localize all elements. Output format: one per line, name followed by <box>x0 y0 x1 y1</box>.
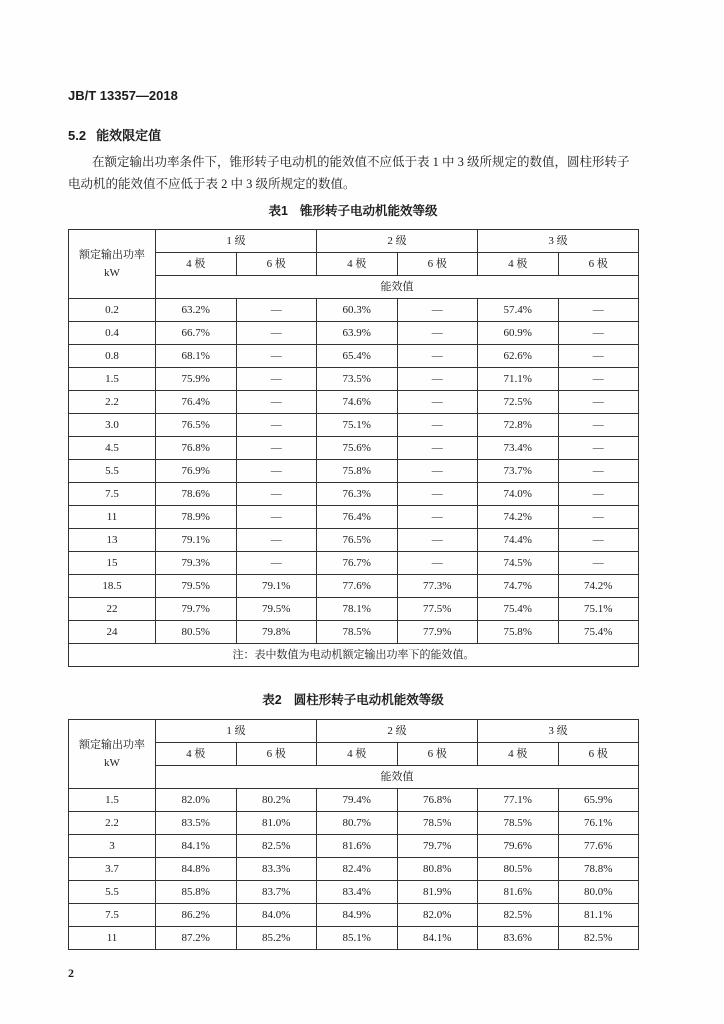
efficiency-cell: 77.6% <box>558 835 639 858</box>
pole-header: 4 极 <box>156 253 237 276</box>
efficiency-cell: 76.4% <box>156 391 237 414</box>
power-cell: 2.2 <box>69 391 156 414</box>
value-header: 能效值 <box>156 766 639 789</box>
efficiency-cell: 74.6% <box>317 391 398 414</box>
efficiency-cell: 79.5% <box>236 598 317 621</box>
efficiency-cell: 74.0% <box>478 483 559 506</box>
efficiency-cell: 80.8% <box>397 858 478 881</box>
grade-3-header: 3 级 <box>478 720 639 743</box>
efficiency-cell: 83.4% <box>317 881 398 904</box>
table-footer <box>69 644 639 667</box>
pole-header: 4 极 <box>478 253 559 276</box>
power-header-cell <box>69 720 156 789</box>
table-row <box>69 789 639 812</box>
efficiency-cell: 79.1% <box>236 575 317 598</box>
efficiency-cell: — <box>397 322 478 345</box>
efficiency-cell: — <box>236 391 317 414</box>
efficiency-cell: — <box>558 483 639 506</box>
table-row <box>69 299 639 322</box>
table-body <box>69 789 639 950</box>
efficiency-cell: 76.1% <box>558 812 639 835</box>
efficiency-cell: 78.6% <box>156 483 237 506</box>
efficiency-cell: 73.5% <box>317 368 398 391</box>
efficiency-cell: 81.6% <box>478 881 559 904</box>
power-cell: 0.8 <box>69 345 156 368</box>
efficiency-cell: 79.7% <box>397 835 478 858</box>
efficiency-cell: — <box>558 552 639 575</box>
efficiency-cell: 87.2% <box>156 927 237 950</box>
power-cell: 11 <box>69 506 156 529</box>
efficiency-cell: 72.5% <box>478 391 559 414</box>
table-row <box>69 483 639 506</box>
page-number: 2 <box>68 966 74 980</box>
efficiency-cell: 80.0% <box>558 881 639 904</box>
efficiency-cell: 81.1% <box>558 904 639 927</box>
grade-3-header: 3 级 <box>478 230 639 253</box>
table-row <box>69 345 639 368</box>
efficiency-cell: 85.8% <box>156 881 237 904</box>
efficiency-cell: — <box>558 506 639 529</box>
efficiency-cell: 86.2% <box>156 904 237 927</box>
section-title: 能效限定值 <box>96 128 162 143</box>
table-1-number: 表1 <box>268 204 288 218</box>
power-header-unit: kW <box>104 757 120 769</box>
table-note: 注：表中数值为电动机额定输出功率下的能效值。 <box>69 644 639 667</box>
efficiency-cell: 80.2% <box>236 789 317 812</box>
power-cell: 1.5 <box>69 789 156 812</box>
pole-header: 6 极 <box>236 253 317 276</box>
efficiency-cell: — <box>558 437 639 460</box>
efficiency-cell: — <box>236 322 317 345</box>
table-2-title: 圆柱形转子电动机能效等级 <box>293 693 444 707</box>
efficiency-cell: 83.6% <box>478 927 559 950</box>
efficiency-cell: 84.8% <box>156 858 237 881</box>
efficiency-cell: 81.6% <box>317 835 398 858</box>
efficiency-cell: — <box>236 345 317 368</box>
efficiency-cell: 78.5% <box>317 621 398 644</box>
power-cell: 7.5 <box>69 904 156 927</box>
power-cell: 3.7 <box>69 858 156 881</box>
efficiency-cell: — <box>397 506 478 529</box>
efficiency-cell: 84.1% <box>156 835 237 858</box>
efficiency-cell: 77.9% <box>397 621 478 644</box>
table-1-caption <box>68 203 638 219</box>
table-2-caption <box>68 692 638 708</box>
efficiency-cell: 79.8% <box>236 621 317 644</box>
power-cell: 24 <box>69 621 156 644</box>
pole-header: 6 极 <box>397 743 478 766</box>
efficiency-cell: 76.7% <box>317 552 398 575</box>
efficiency-cell: 80.7% <box>317 812 398 835</box>
power-cell: 15 <box>69 552 156 575</box>
power-cell: 18.5 <box>69 575 156 598</box>
efficiency-cell: 81.0% <box>236 812 317 835</box>
efficiency-cell: 75.8% <box>478 621 559 644</box>
efficiency-cell: 60.9% <box>478 322 559 345</box>
efficiency-cell: 73.7% <box>478 460 559 483</box>
efficiency-cell: — <box>397 552 478 575</box>
efficiency-cell: 68.1% <box>156 345 237 368</box>
efficiency-cell: 74.7% <box>478 575 559 598</box>
section-heading <box>68 125 161 144</box>
efficiency-cell: 60.3% <box>317 299 398 322</box>
grade-1-header: 1 级 <box>156 720 317 743</box>
efficiency-cell: — <box>397 299 478 322</box>
table-row <box>69 529 639 552</box>
efficiency-cell: — <box>236 437 317 460</box>
efficiency-cell: 76.3% <box>317 483 398 506</box>
efficiency-cell: 75.6% <box>317 437 398 460</box>
grade-header-row <box>69 230 639 253</box>
efficiency-cell: 75.1% <box>558 598 639 621</box>
power-cell: 3.0 <box>69 414 156 437</box>
pole-header: 4 极 <box>478 743 559 766</box>
power-cell: 11 <box>69 927 156 950</box>
power-header-unit: kW <box>104 267 120 279</box>
table-body <box>69 299 639 644</box>
efficiency-cell: — <box>236 414 317 437</box>
efficiency-cell: 76.9% <box>156 460 237 483</box>
efficiency-cell: 71.1% <box>478 368 559 391</box>
efficiency-cell: — <box>558 322 639 345</box>
table-row <box>69 904 639 927</box>
efficiency-cell: 83.3% <box>236 858 317 881</box>
efficiency-cell: 77.1% <box>478 789 559 812</box>
pole-header: 6 极 <box>558 253 639 276</box>
efficiency-cell: 74.5% <box>478 552 559 575</box>
efficiency-cell: 62.6% <box>478 345 559 368</box>
efficiency-cell: 66.7% <box>156 322 237 345</box>
efficiency-cell: 75.9% <box>156 368 237 391</box>
table-row <box>69 835 639 858</box>
efficiency-cell: 76.8% <box>397 789 478 812</box>
paragraph-line-2: 电动机的能效值不应低于表 2 中 3 级所规定的数值。 <box>68 177 356 191</box>
pole-header: 6 极 <box>397 253 478 276</box>
efficiency-cell: 82.5% <box>236 835 317 858</box>
efficiency-cell: 82.0% <box>156 789 237 812</box>
efficiency-cell: 79.7% <box>156 598 237 621</box>
efficiency-cell: — <box>397 483 478 506</box>
efficiency-cell: — <box>236 506 317 529</box>
efficiency-cell: 83.7% <box>236 881 317 904</box>
pole-header: 6 极 <box>236 743 317 766</box>
efficiency-cell: 72.8% <box>478 414 559 437</box>
efficiency-cell: 78.9% <box>156 506 237 529</box>
efficiency-cell: — <box>397 437 478 460</box>
efficiency-cell: 82.5% <box>478 904 559 927</box>
power-cell: 7.5 <box>69 483 156 506</box>
power-cell: 3 <box>69 835 156 858</box>
efficiency-cell: 75.4% <box>478 598 559 621</box>
efficiency-cell: 77.5% <box>397 598 478 621</box>
grade-2-header: 2 级 <box>317 230 478 253</box>
efficiency-cell: — <box>558 391 639 414</box>
efficiency-table-cylindrical <box>68 719 639 950</box>
efficiency-cell: — <box>397 414 478 437</box>
table-row <box>69 322 639 345</box>
efficiency-cell: 75.1% <box>317 414 398 437</box>
power-cell: 1.5 <box>69 368 156 391</box>
table-row <box>69 858 639 881</box>
table-row <box>69 368 639 391</box>
efficiency-cell: 81.9% <box>397 881 478 904</box>
efficiency-cell: 76.5% <box>156 414 237 437</box>
pole-header: 4 极 <box>317 743 398 766</box>
efficiency-cell: — <box>236 552 317 575</box>
efficiency-cell: 79.4% <box>317 789 398 812</box>
efficiency-cell: — <box>397 391 478 414</box>
table-row <box>69 414 639 437</box>
efficiency-cell: 79.6% <box>478 835 559 858</box>
table-row <box>69 812 639 835</box>
efficiency-cell: 76.4% <box>317 506 398 529</box>
efficiency-cell: 78.1% <box>317 598 398 621</box>
efficiency-cell: 63.2% <box>156 299 237 322</box>
paragraph-line-1: 在额定输出功率条件下，锥形转子电动机的能效值不应低于表 1 中 3 级所规定的数值，圆柱形转子 <box>92 155 630 169</box>
value-header: 能效值 <box>156 276 639 299</box>
table-row <box>69 621 639 644</box>
efficiency-cell: — <box>397 368 478 391</box>
efficiency-cell: 57.4% <box>478 299 559 322</box>
table-1-title: 锥形转子电动机能效等级 <box>299 204 438 218</box>
efficiency-cell: 74.2% <box>558 575 639 598</box>
table-header <box>69 720 639 789</box>
power-cell: 5.5 <box>69 881 156 904</box>
efficiency-cell: 82.5% <box>558 927 639 950</box>
efficiency-cell: — <box>397 345 478 368</box>
power-cell: 0.2 <box>69 299 156 322</box>
efficiency-cell: — <box>236 483 317 506</box>
efficiency-cell: 83.5% <box>156 812 237 835</box>
table-header <box>69 230 639 299</box>
efficiency-cell: 75.4% <box>558 621 639 644</box>
efficiency-cell: — <box>558 460 639 483</box>
efficiency-cell: 78.8% <box>558 858 639 881</box>
efficiency-cell: — <box>558 529 639 552</box>
efficiency-cell: — <box>236 368 317 391</box>
table-row <box>69 460 639 483</box>
grade-1-header: 1 级 <box>156 230 317 253</box>
efficiency-cell: 77.3% <box>397 575 478 598</box>
pole-header: 6 极 <box>558 743 639 766</box>
table-2-number: 表2 <box>262 693 282 707</box>
efficiency-cell: 85.1% <box>317 927 398 950</box>
power-cell: 22 <box>69 598 156 621</box>
efficiency-cell: 76.8% <box>156 437 237 460</box>
efficiency-cell: — <box>236 460 317 483</box>
efficiency-cell: 84.0% <box>236 904 317 927</box>
efficiency-cell: 85.2% <box>236 927 317 950</box>
grade-header-row <box>69 720 639 743</box>
efficiency-table-conical <box>68 229 639 667</box>
efficiency-cell: 80.5% <box>156 621 237 644</box>
power-cell: 2.2 <box>69 812 156 835</box>
table-row <box>69 437 639 460</box>
section-number: 5.2 <box>68 128 87 143</box>
efficiency-cell: 73.4% <box>478 437 559 460</box>
pole-header: 4 极 <box>156 743 237 766</box>
efficiency-cell: 63.9% <box>317 322 398 345</box>
table-row <box>69 575 639 598</box>
efficiency-cell: 75.8% <box>317 460 398 483</box>
pole-header: 4 极 <box>317 253 398 276</box>
power-header-cell <box>69 230 156 299</box>
efficiency-cell: — <box>558 299 639 322</box>
efficiency-cell: 80.5% <box>478 858 559 881</box>
efficiency-cell: — <box>236 529 317 552</box>
power-cell: 0.4 <box>69 322 156 345</box>
power-header-label: 额定输出功率 <box>79 739 145 751</box>
efficiency-cell: 82.4% <box>317 858 398 881</box>
table-row <box>69 552 639 575</box>
efficiency-cell: 74.2% <box>478 506 559 529</box>
note-row <box>69 644 639 667</box>
efficiency-cell: — <box>558 414 639 437</box>
table-row <box>69 927 639 950</box>
efficiency-cell: 65.4% <box>317 345 398 368</box>
efficiency-cell: — <box>236 299 317 322</box>
power-header-label: 额定输出功率 <box>79 249 145 261</box>
efficiency-cell: 79.5% <box>156 575 237 598</box>
efficiency-cell: — <box>558 368 639 391</box>
power-cell: 13 <box>69 529 156 552</box>
table-row <box>69 391 639 414</box>
efficiency-cell: 84.9% <box>317 904 398 927</box>
efficiency-cell: 77.6% <box>317 575 398 598</box>
efficiency-cell: — <box>397 460 478 483</box>
efficiency-cell: 78.5% <box>397 812 478 835</box>
efficiency-cell: 79.1% <box>156 529 237 552</box>
table-row <box>69 598 639 621</box>
efficiency-cell: 74.4% <box>478 529 559 552</box>
table-row <box>69 881 639 904</box>
efficiency-cell: 78.5% <box>478 812 559 835</box>
efficiency-cell: — <box>397 529 478 552</box>
grade-2-header: 2 级 <box>317 720 478 743</box>
efficiency-cell: 84.1% <box>397 927 478 950</box>
power-cell: 4.5 <box>69 437 156 460</box>
efficiency-cell: 76.5% <box>317 529 398 552</box>
efficiency-cell: 82.0% <box>397 904 478 927</box>
standard-code: JB/T 13357—2018 <box>68 88 178 103</box>
efficiency-cell: — <box>558 345 639 368</box>
power-cell: 5.5 <box>69 460 156 483</box>
efficiency-cell: 65.9% <box>558 789 639 812</box>
efficiency-cell: 79.3% <box>156 552 237 575</box>
table-row <box>69 506 639 529</box>
